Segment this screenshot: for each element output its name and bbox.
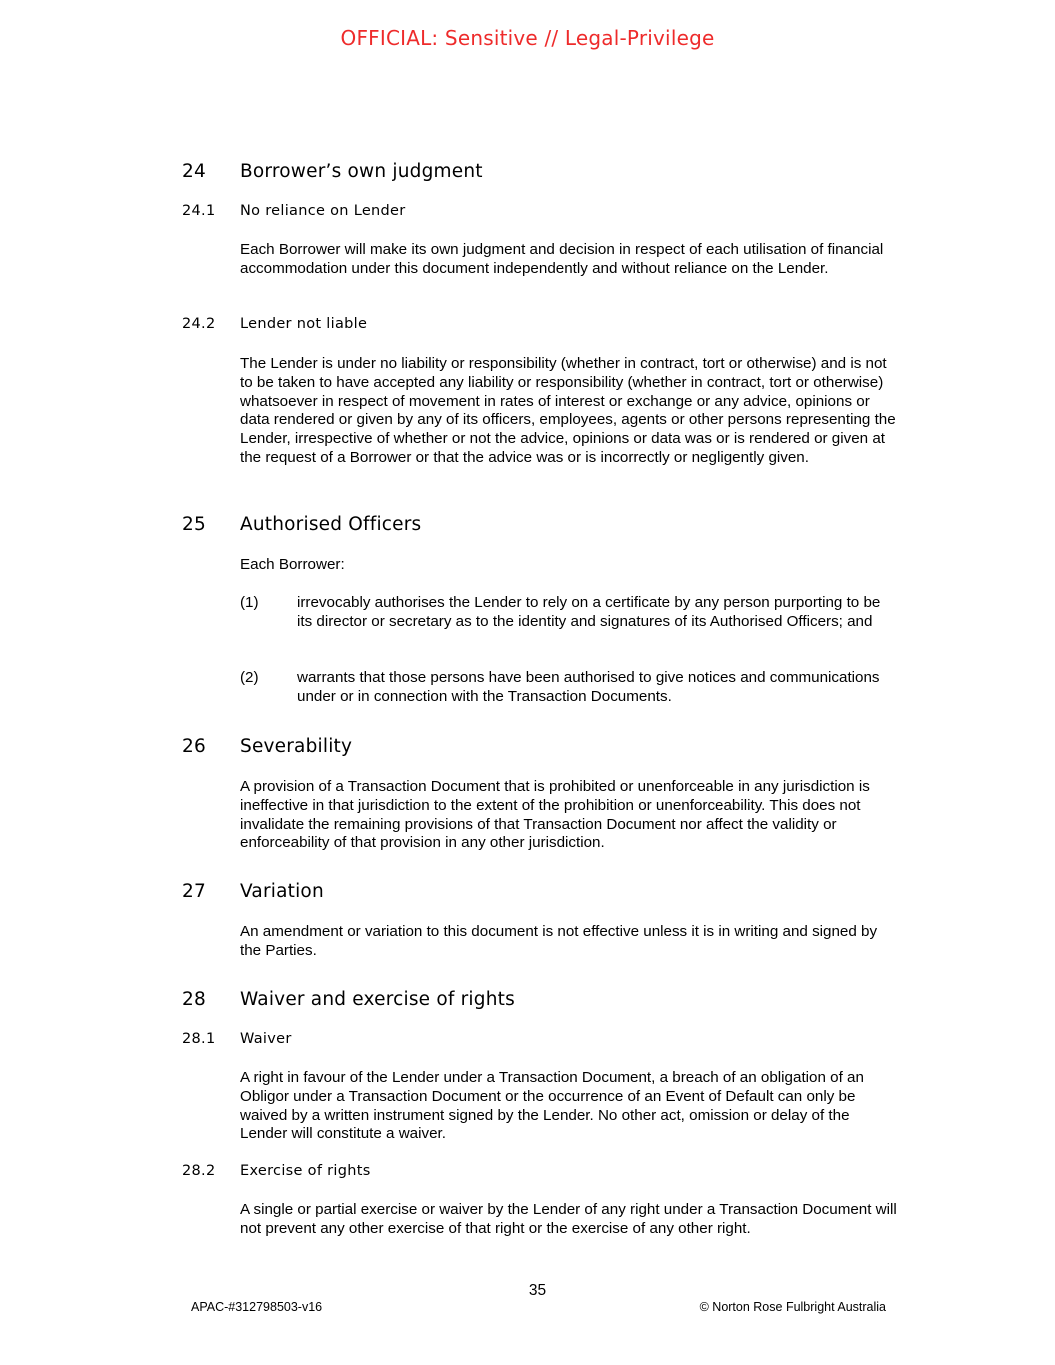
section-title: Waiver and exercise of rights [240,989,515,1010]
list-item-text: irrevocably authorises the Lender to rely on a certificate by any person purporting to be its director or secretary as to the identity and signatures of its Authorised Officers; and [297,594,881,630]
clause-number: 28.1 [182,1031,216,1047]
clause-24-1-text: Each Borrower will make its own judgment and decision in respect of each utilisation of financial accommodation under this document independently and without reliance on the Lender. [240,241,884,277]
list-item-text: warrants that those persons have been authorised to give notices and communications under or in connection with the Transaction Documents. [297,669,880,705]
clause-title: No reliance on Lender [240,203,406,219]
section-title: Authorised Officers [240,514,422,535]
clause-24-2-text: The Lender is under no liability or responsibility (whether in contract, tort or otherwise) and is not to be taken to have accepted any liability or responsibility (whether in contract, tort or otherwise) whatsoever in respect of movement in rates of interest or exchange or any advice, opinions or data rendered or given by any of its officers, employees, agents or other persons representing the Lender, irrespective of whether or not the advice, opinions or data was or is rendered or given at the request of a Borrower or that the advice was or is incorrectly or negligently given. [240,355,896,466]
section-number: 28 [182,989,206,1010]
clause-title: Lender not liable [240,316,368,332]
section-title: Variation [240,881,324,902]
section-27-text: An amendment or variation to this document is not effective unless it is in writing and signed by the Parties. [240,923,878,959]
section-25-intro: Each Borrower: [240,556,345,573]
document-reference: APAC-#312798503-v16 [191,1300,323,1314]
clause-28-1-text: A right in favour of the Lender under a Transaction Document, a breach of an obligation of an Obligor under a Transaction Document or the occurrence of an Event of Default can only be waived by a written instrument signed by the Lender. No other act, omission or delay of the Lender will constitute a waiver. [240,1069,864,1143]
clause-28-2-text: A single or partial exercise or waiver by the Lender of any right under a Transaction Document will not prevent any other exercise of that right or the exercise of any other right. [240,1201,897,1237]
clause-title: Waiver [240,1031,292,1047]
section-title: Severability [240,736,353,757]
clause-title: Exercise of rights [240,1163,371,1179]
section-number: 24 [182,161,206,182]
classification-banner: OFFICIAL: Sensitive // Legal-Privilege [340,26,715,50]
page-number: 35 [528,1282,547,1299]
section-number: 25 [182,514,206,535]
section-title: Borrower’s own judgment [240,161,483,182]
section-number: 26 [182,736,206,757]
list-item-label: (1) [240,594,259,611]
copyright-notice: © Norton Rose Fulbright Australia [699,1300,886,1314]
clause-number: 24.2 [182,316,216,332]
clause-number: 28.2 [182,1163,216,1179]
section-number: 27 [182,881,206,902]
list-item-label: (2) [240,669,259,686]
clause-number: 24.1 [182,203,216,219]
section-26-text: A provision of a Transaction Document that is prohibited or unenforceable in any jurisdiction is ineffective in that jurisdiction to the extent of the prohibition or unenforceability. This does not invalidate the remaining provisions of that Transaction Document nor affect the validity or enforceability of that provision in any other jurisdiction. [240,778,870,852]
